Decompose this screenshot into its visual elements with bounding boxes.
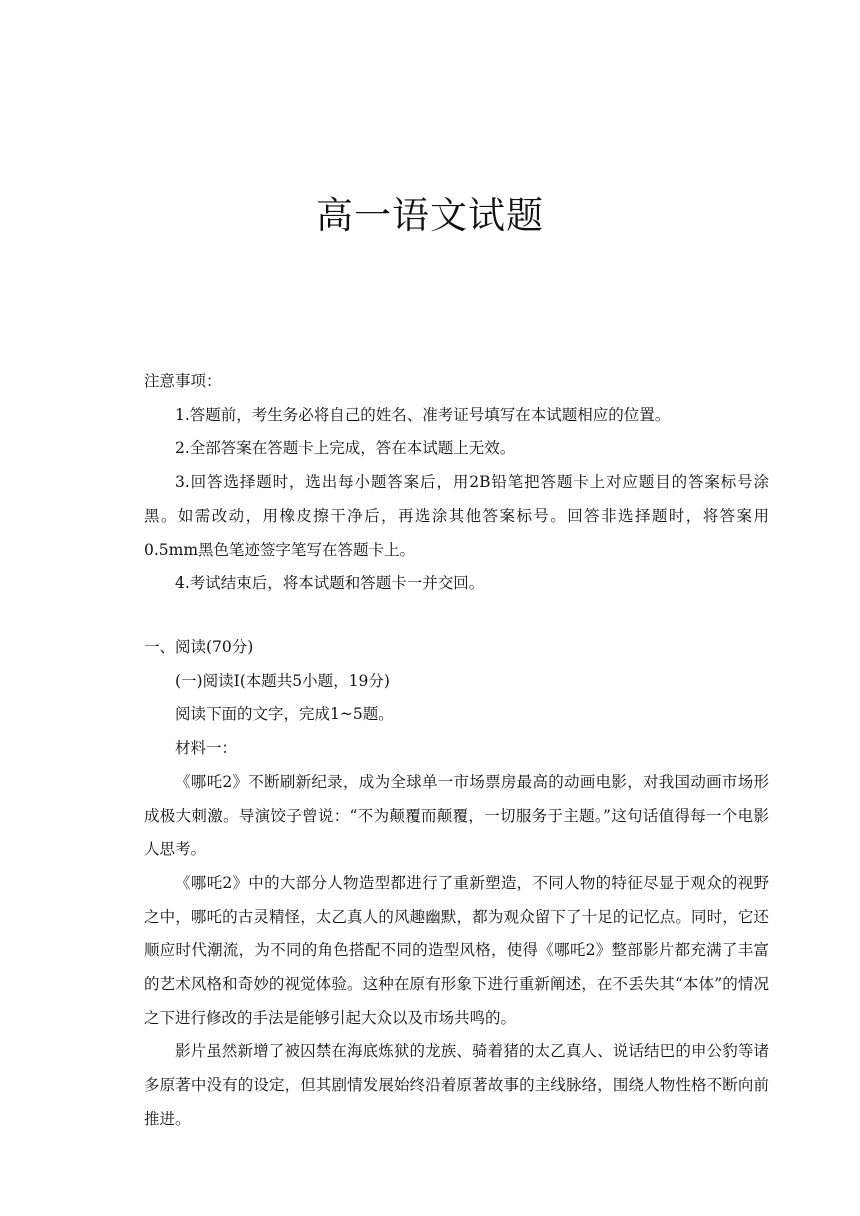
material-label: 材料一： <box>175 739 238 758</box>
material-paragraph-3: 影片虽然新增了被囚禁在海底炼狱的龙族、骑着猪的太乙真人、说话结巴的申公豹等诸多原著中没有的设定，但其剧情发展始终沿着原著故事的主线脉络，围绕人物性格不断向前推进。 <box>144 1042 769 1128</box>
notice-item-1: 1.答题前，考生务必将自己的姓名、准考证号填写在本试题相应的位置。 <box>175 405 671 424</box>
reading-instruction: 阅读下面的文字，完成1~5题。 <box>175 705 394 724</box>
notice-item-4: 4.考试结束后，将本试题和答题卡一并交回。 <box>175 574 485 593</box>
section-subheading: (一)阅读Ⅰ(本题共5小题，19分) <box>175 671 390 690</box>
notice-heading: 注意事项： <box>144 372 222 390</box>
material-paragraph-1: 《哪吒2》不断刷新纪录，成为全球单一市场票房最高的动画电影，对我国动画市场形成极大刺激。导演饺子曾说：“不为颠覆而颠覆，一切服务于主题。”这句话值得每一个电影人思考。 <box>144 772 769 859</box>
section-heading: 一、阅读(70分) <box>144 638 254 656</box>
reading-section <box>144 631 769 1137</box>
exam-title: 高一语文试题 <box>316 194 544 237</box>
notice-item-3: 3.回答选择题时，选出每小题答案后，用2B铅笔把答题卡上对应题目的答案标号涂黑。如需改动，用橡皮擦干净后，再选涂其他答案标号。回答非选择题时，将答案用0.5mm黑色笔迹签字笔写在答题卡上。 <box>144 473 769 559</box>
notice-item-2: 2.全部答案在答题卡上完成，答在本试题上无效。 <box>175 439 516 458</box>
notice-section <box>144 365 769 601</box>
material-paragraph-2: 《哪吒2》中的大部分人物造型都进行了重新塑造，不同人物的特征尽显于观众的视野之中，哪吒的古灵精怪，太乙真人的风趣幽默，都为观众留下了十足的记忆点。同时，它还顺应时代潮流，为不同的角色搭配不同的造型风格，使得《哪吒2》整部影片都充满了丰富的艺术风格和奇妙的视觉体验。这种在原有形象下进行重新阐述，在不丢失其“本体”的情况之下进行修改的手法是能够引起大众以及市场共鸣的。 <box>144 873 769 1027</box>
